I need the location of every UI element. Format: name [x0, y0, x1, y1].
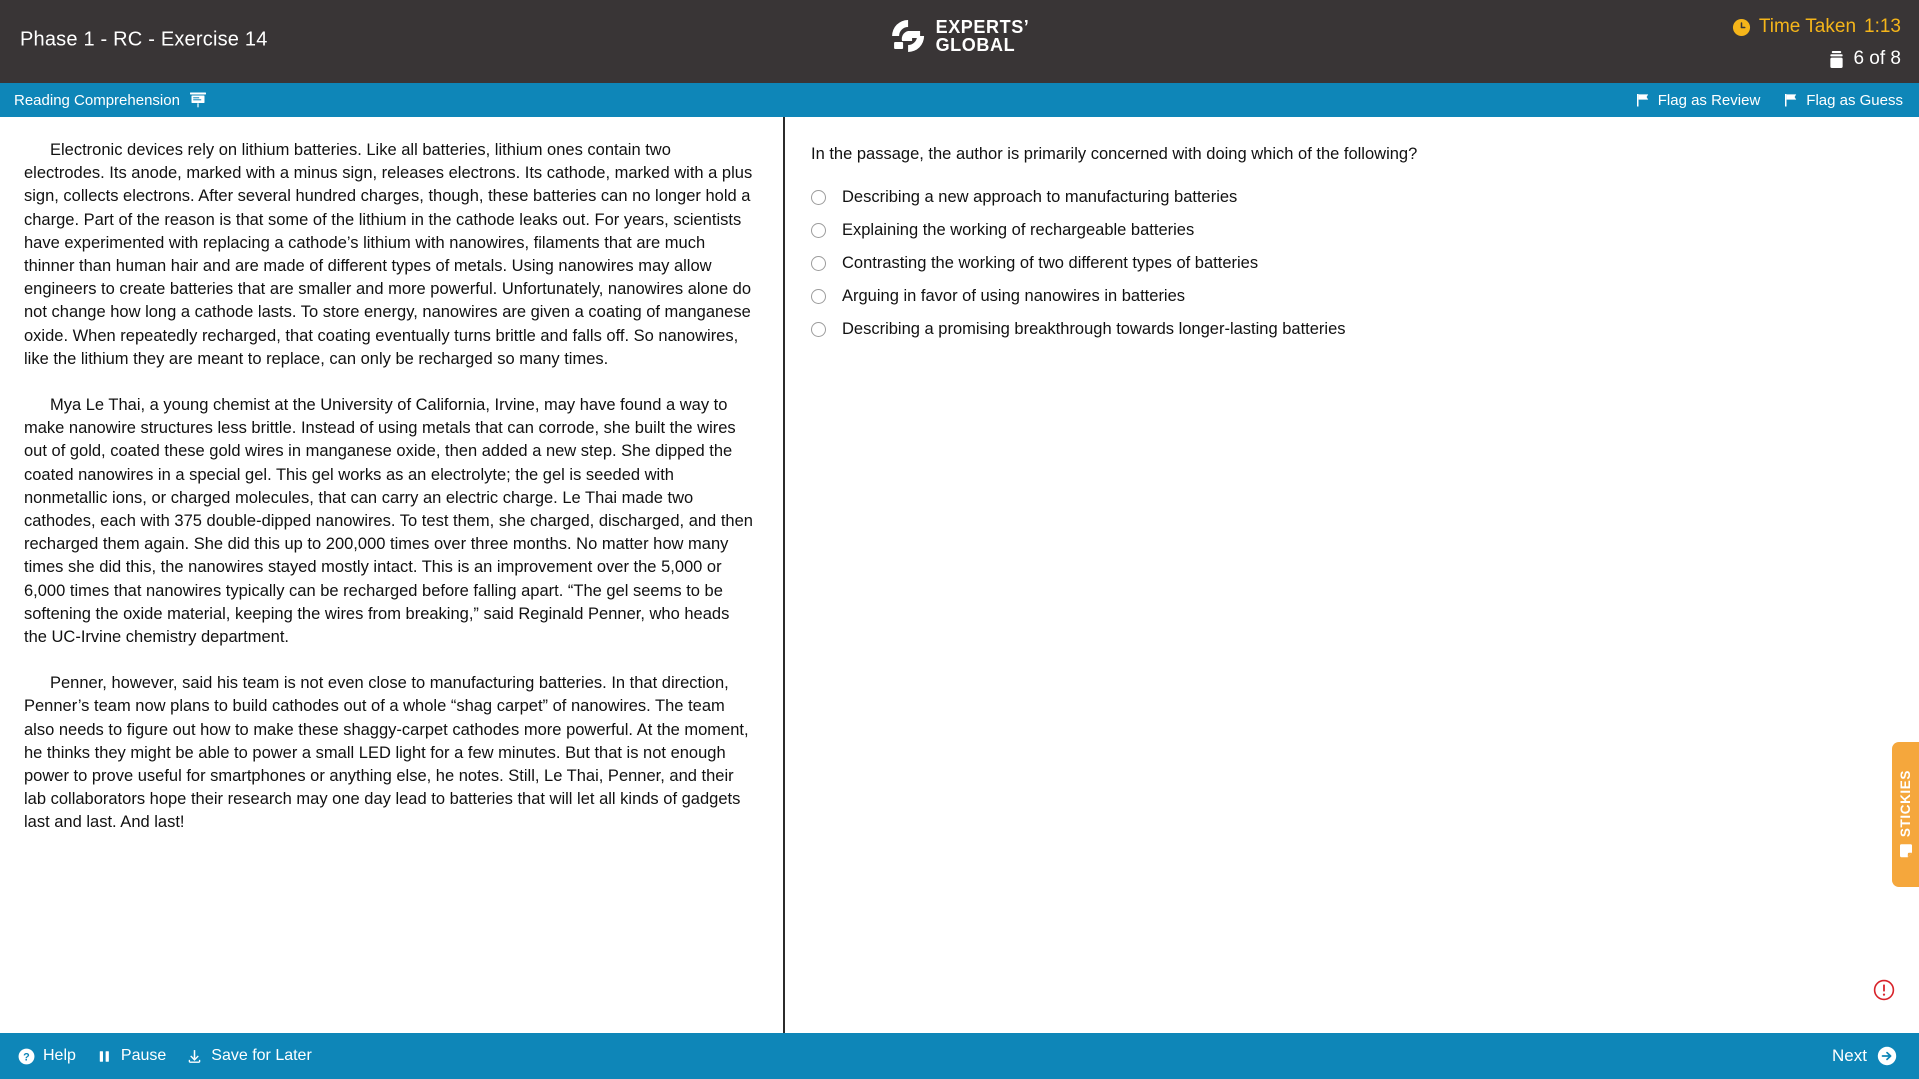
- passage-paragraph: Electronic devices rely on lithium batteries. Like all batteries, lithium ones contain two electrodes. Its anode, marked with a minus sign, releases electrons. Its cathode, marked with a plus sign, collects electrons. After several hundred charges, though, these batteries can no longer hold a charge. Part of the reason is that some of the lithium in the cathode leaks out. For years, scientists have experimented with replacing a cathode’s lithium with nanowires, filaments that are much thinner than human hair and are made of different types of metals. Using nanowires may allow engineers to create batteries that are smaller and more powerful. Unfortunately, nanowires alone do not change how long a cathode lasts. To store energy, nanowires are given a coating of manganese oxide. When repeatedly recharged, that coating eventually turns brittle and falls off. So nanowires, like the lithium they are meant to replace, can only be recharged so many times.: [24, 141, 753, 368]
- flag-as-review-label: Flag as Review: [1657, 91, 1761, 109]
- passage-panel: [0, 117, 785, 1033]
- sticky-note-icon: [1898, 843, 1914, 859]
- stickies-tab[interactable]: [1892, 742, 1919, 887]
- section-right-group: [1636, 92, 1903, 109]
- section-title: Reading Comprehension: [14, 91, 180, 109]
- time-taken: [1732, 16, 1901, 38]
- svg-text:?: ?: [23, 1050, 30, 1063]
- card-stack-icon: [1828, 50, 1845, 69]
- question-prompt: In the passage, the author is primarily concerned with doing which of the following?: [811, 145, 1418, 163]
- next-button[interactable]: [1832, 1046, 1897, 1066]
- presentation-board-icon[interactable]: [189, 91, 207, 109]
- timer-block: [1732, 16, 1901, 70]
- section-bar: [0, 83, 1919, 117]
- stickies-label: STICKIES: [1898, 769, 1913, 838]
- answer-option-label: Describing a new approach to manufacturing batteries: [842, 188, 1238, 206]
- pause-button[interactable]: [96, 1047, 166, 1065]
- brand-wordmark: [936, 18, 1030, 55]
- footer-left-group: [18, 1047, 312, 1065]
- save-for-later-label: Save for Later: [211, 1047, 312, 1064]
- help-circle-icon: [18, 1048, 35, 1065]
- radio-button[interactable]: [811, 289, 826, 304]
- radio-button[interactable]: [811, 256, 826, 271]
- flag-icon: [1784, 93, 1798, 107]
- help-button[interactable]: [18, 1047, 76, 1065]
- top-header: [0, 0, 1919, 83]
- exercise-title: Phase 1 - RC - Exercise 14: [20, 28, 268, 51]
- brand-line-1: EXPERTS’: [935, 17, 1030, 37]
- answer-option-label: Describing a promising breakthrough towards longer-lasting batteries: [842, 320, 1346, 338]
- help-label: Help: [43, 1047, 76, 1064]
- main-content: [0, 117, 1919, 1033]
- experts-global-logo-icon: [890, 18, 926, 54]
- radio-button[interactable]: [811, 322, 826, 337]
- flag-as-guess-button[interactable]: [1784, 92, 1903, 109]
- download-icon: [186, 1048, 203, 1065]
- clock-icon: [1732, 18, 1751, 37]
- flag-icon: [1636, 93, 1650, 107]
- answer-options: [811, 187, 1879, 339]
- flag-as-review-button[interactable]: [1636, 92, 1761, 109]
- answer-option[interactable]: [811, 319, 1879, 339]
- answer-option[interactable]: [811, 220, 1879, 240]
- save-for-later-button[interactable]: [186, 1047, 312, 1065]
- passage-paragraph: Mya Le Thai, a young chemist at the University of California, Irvine, may have found a way to make nanowire structures less brittle. Instead of using metals that can corrode, she built the wires out of gold, coated these gold wires in manganese oxide, then added a new step. She dipped the coated nanowires in a special gel. This gel works as an electrolyte; the gel is seeded with nonmetallic ions, or charged molecules, that can carry an electric charge. Le Thai made two cathodes, each with 375 double-dipped nanowires. To test them, she charged, discharged, and then recharged them again. She did this up to 200,000 times over three months. No matter how many times she did this, the nanowires stayed mostly intact. This is an improvement over the 5,000 or 6,000 times that nanowires typically can be recharged before falling apart. “The gel seems to be softening the oxide material, keeping the wires from breaking,” said Reginald Penner, who heads the UC-Irvine chemistry department.: [24, 396, 753, 647]
- brand-line-2: GLOBAL: [935, 35, 1016, 56]
- answer-option[interactable]: [811, 187, 1879, 207]
- radio-button[interactable]: [811, 190, 826, 205]
- brand-logo: [890, 18, 1030, 55]
- flag-as-guess-label: Flag as Guess: [1806, 91, 1903, 109]
- radio-button[interactable]: [811, 223, 826, 238]
- answer-option-label: Explaining the working of rechargeable batteries: [842, 221, 1195, 239]
- passage-paragraph: Penner, however, said his team is not even close to manufacturing batteries. In that direction, Penner’s team now plans to build cathodes out of a whole “shag carpet” of nanowires. The team also needs to figure out how to make these shaggy-carpet cathodes more powerful. At the moment, he thinks they might be able to power a small LED light for a few minutes. But that is not enough power to prove useful for smartphones or anything else, he notes. Still, Le Thai, Penner, and their lab collaborators hope their research may one day lead to batteries that will let all kinds of gadgets last and last. And last!: [24, 674, 749, 832]
- answer-option-label: Contrasting the working of two different types of batteries: [842, 254, 1259, 272]
- next-label: Next: [1832, 1046, 1867, 1065]
- pause-label: Pause: [120, 1047, 167, 1064]
- section-left-group: [14, 91, 207, 109]
- arrow-right-circle-icon: [1877, 1046, 1897, 1066]
- time-taken-value: 1:13: [1864, 16, 1901, 37]
- answer-option-label: Arguing in favor of using nanowires in batteries: [842, 287, 1186, 305]
- time-taken-label: Time Taken: [1758, 16, 1857, 37]
- answer-option[interactable]: [811, 253, 1879, 273]
- question-counter-value: 6 of 8: [1853, 48, 1901, 69]
- footer-bar: [0, 1033, 1919, 1079]
- answer-option[interactable]: [811, 286, 1879, 306]
- question-counter: [1732, 48, 1901, 70]
- pause-icon: [96, 1048, 113, 1065]
- question-panel: [785, 117, 1919, 1033]
